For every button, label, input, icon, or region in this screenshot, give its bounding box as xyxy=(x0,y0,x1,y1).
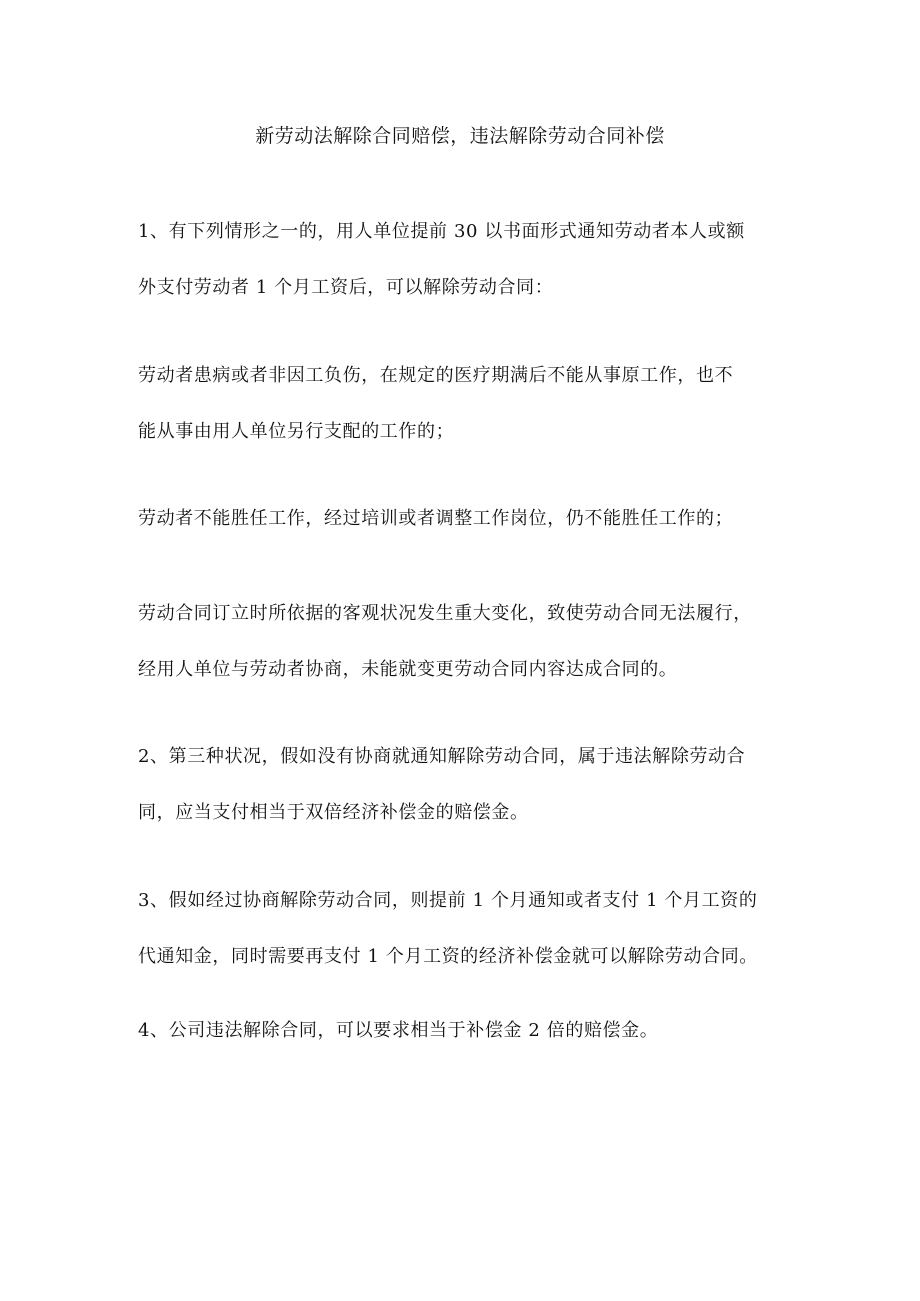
paragraph-2-line-1: 劳动者患病或者非因工负伤，在规定的医疗期满后不能从事原工作，也不 xyxy=(138,365,734,386)
paragraph-6 xyxy=(138,887,798,971)
paragraph-1 xyxy=(138,218,798,302)
paragraph-5 xyxy=(138,743,798,827)
paragraph-5-line-1: 2、第三种状况，假如没有协商就通知解除劳动合同，属于违法解除劳动合 xyxy=(138,746,746,767)
paragraph-2-line-2: 能从事由用人单位另行支配的工作的； xyxy=(138,421,455,442)
paragraph-6-line-1: 3、假如经过协商解除劳动合同，则提前 1 个月通知或者支付 1 个月工资的 xyxy=(138,890,758,911)
paragraph-4-line-2: 经用人单位与劳动者协商，未能就变更劳动合同内容达成合同的。 xyxy=(138,659,678,680)
document-title: 新劳动法解除合同赔偿，违法解除劳动合同补偿 xyxy=(255,125,665,147)
paragraph-2 xyxy=(138,362,798,446)
paragraph-4 xyxy=(138,600,798,684)
paragraph-6-line-2: 代通知金，同时需要再支付 1 个月工资的经济补偿金就可以解除劳动合同。 xyxy=(138,946,758,967)
paragraph-4-line-1: 劳动合同订立时所依据的客观状况发生重大变化，致使劳动合同无法履行， xyxy=(138,603,752,624)
paragraph-3-line-1: 劳动者不能胜任工作，经过培训或者调整工作岗位，仍不能胜任工作的； xyxy=(138,508,734,529)
paragraph-7 xyxy=(138,1017,798,1045)
paragraph-7-line-1: 4、公司违法解除合同，可以要求相当于补偿金 2 倍的赔偿金。 xyxy=(138,1020,659,1041)
paragraph-5-line-2: 同，应当支付相当于双倍经济补偿金的赔偿金。 xyxy=(138,802,529,823)
paragraph-1-line-1: 1、有下列情形之一的，用人单位提前 30 以书面形式通知劳动者本人或额 xyxy=(138,221,745,242)
paragraph-1-line-2: 外支付劳动者 1 个月工资后，可以解除劳动合同： xyxy=(138,277,554,298)
paragraph-3 xyxy=(138,505,798,533)
